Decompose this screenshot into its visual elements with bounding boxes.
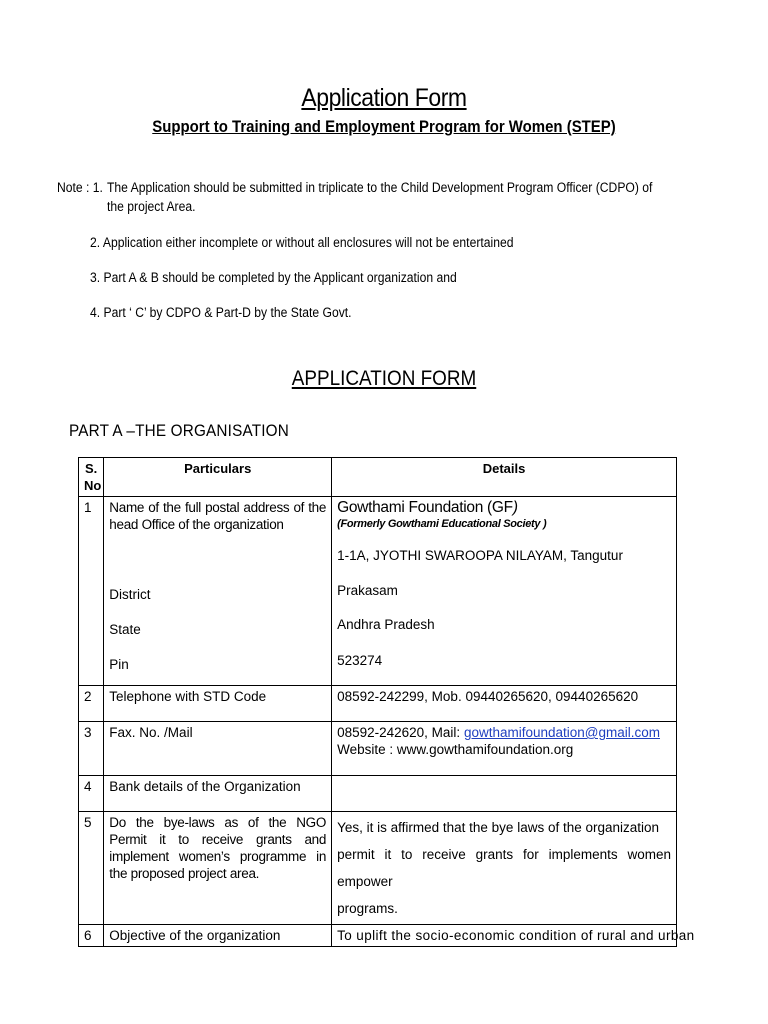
page-subtitle: Support to Training and Employment Program for Women (STEP) (152, 117, 616, 136)
district-label: District (109, 587, 151, 602)
header-particulars: Particulars (104, 458, 332, 497)
row-4-details (332, 776, 677, 812)
note-1-line-1: The Application should be submitted in triplicate to the Child Development Program Officer (CDPO) of (107, 180, 653, 195)
form-heading: APPLICATION FORM (291, 367, 477, 390)
row-5-particular (104, 812, 332, 925)
header-sno: S. No (79, 458, 104, 497)
row-6-details: To uplift the socio-economic condition of rural and urban (332, 925, 677, 947)
row-1-particular-text: Name of the full postal address of the head Office of the organization (109, 500, 327, 532)
header-details: Details (332, 458, 677, 497)
row-5-details-text: Yes, it is affirmed that the bye laws of the organization permit it to receive grants for implements women empower programs. (337, 820, 671, 916)
table-row (79, 925, 677, 947)
row-1-particular (104, 497, 332, 686)
row-6-particular: Objective of the organization (104, 925, 332, 947)
row-3-sno: 3 (79, 722, 104, 776)
website-text: Website : www.gowthamifoundation.org (337, 742, 574, 757)
note-3: 3. Part A & B should be completed by the Applicant organization and (90, 270, 457, 285)
table-row (79, 686, 677, 722)
org-district: Prakasam (337, 583, 398, 598)
row-3-particular: Fax. No. /Mail (104, 722, 332, 776)
page-title: Application Form (301, 84, 467, 112)
row-5-details (332, 812, 677, 925)
org-address: 1-1A, JYOTHI SWAROOPA NILAYAM, Tangutur (337, 548, 623, 563)
table-row (79, 722, 677, 776)
org-state: Andhra Pradesh (337, 617, 435, 632)
row-2-particular: Telephone with STD Code (104, 686, 332, 722)
row-4-sno: 4 (79, 776, 104, 812)
row-1-details (332, 497, 677, 686)
row-2-sno: 2 (79, 686, 104, 722)
row-1-sno: 1 (79, 497, 104, 686)
row-5-particular-text: Do the bye-laws as of the NGO Permit it to receive grants and implement women’s programme in the proposed project area. (109, 815, 327, 881)
note-prefix: Note : 1. (57, 180, 103, 195)
organisation-table (78, 457, 695, 947)
org-name: Gowthami Foundation (GF) (337, 499, 518, 516)
table-row (79, 776, 677, 812)
note-4: 4. Part ‘ C’ by CDPO & Part-D by the State Govt. (90, 305, 352, 320)
row-6-sno: 6 (79, 925, 104, 947)
note-1-line-2: the project Area. (107, 199, 196, 214)
row-2-details: 08592-242299, Mob. 09440265620, 09440265620 (332, 686, 677, 722)
part-a-heading: PART A –THE ORGANISATION (69, 421, 289, 440)
table-header-row (79, 458, 677, 497)
row-4-particular: Bank details of the Organization (104, 776, 332, 812)
note-2: 2. Application either incomplete or without all enclosures will not be entertained (90, 235, 514, 250)
row-3-details (332, 722, 677, 776)
pin-label: Pin (109, 657, 129, 672)
org-formerly: (Formerly Gowthami Educational Society ) (337, 518, 547, 530)
state-label: State (109, 622, 141, 637)
table-row (79, 812, 677, 925)
org-pin: 523274 (337, 653, 383, 668)
row-5-sno: 5 (79, 812, 104, 925)
table-row (79, 497, 677, 686)
fax-text: 08592-242620, Mail: (337, 725, 464, 740)
email-link[interactable]: gowthamifoundation@gmail.com (463, 725, 660, 740)
